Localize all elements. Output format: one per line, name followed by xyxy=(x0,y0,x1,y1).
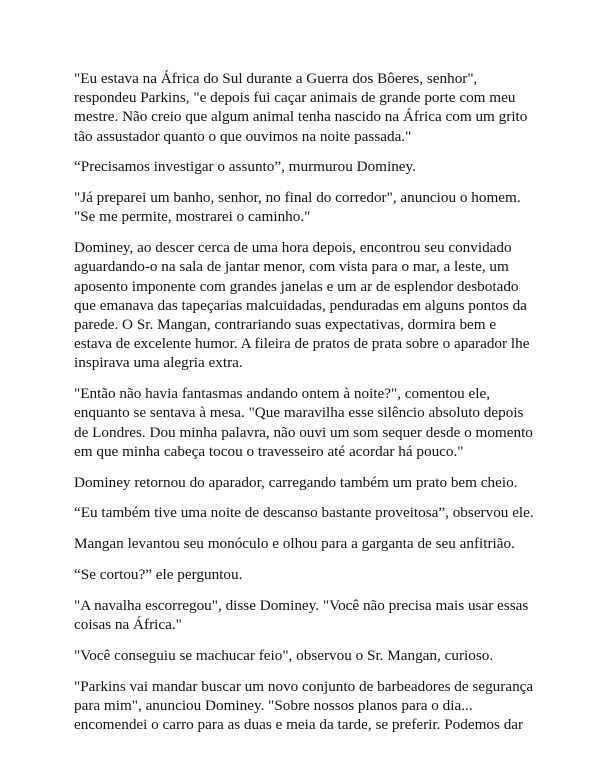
paragraph-1: "Eu estava na África do Sul durante a Guerra dos Bôeres, senhor", respondeu Parkins, "e depois fui caçar animais de grande porte com meu mestre. Não creio que algum animal tenha nascido na África com um grito tão assustador quanto o que ouvimos na noite passada." xyxy=(74,70,528,145)
paragraph-12: "Parkins vai mandar buscar um novo conjunto de barbeadores de segurança para mim", anunciou Dominey. "Sobre nossos planos para o dia... encomendei o carro para as duas e meia da tarde, se preferir. Podemos dar xyxy=(74,677,534,734)
paragraph-9: “Se cortou?” ele perguntou. xyxy=(74,566,243,584)
document-page xyxy=(74,69,544,746)
paragraph-11: "Você conseguiu se machucar feio", observou o Sr. Mangan, curioso. xyxy=(74,646,494,664)
paragraph-3: "Já preparei um banho, senhor, no final do corredor", anunciou o homem. "Se me permite, mostrarei o caminho." xyxy=(74,189,521,226)
paragraph-8: Mangan levantou seu monóculo e olhou para a garganta de seu anfitrião. xyxy=(74,535,515,553)
paragraph-7: “Eu também tive uma noite de descanso bastante proveitosa”, observou ele. xyxy=(74,504,534,522)
paragraph-4: Dominey, ao descer cerca de uma hora depois, encontrou seu convidado aguardando-o na sala de jantar menor, com vista para o mar, a leste, um aposento imponente com grandes janelas e um ar de esplendor desbotado que emanava das tapeçarias malcuidadas, penduradas em alguns pontos da parede. O Sr. Mangan, contrariando suas expectativas, dormira bem e estava de excelente humor. A fileira de pratos de prata sobre o aparador lhe inspirava uma alegria extra. xyxy=(74,239,530,372)
paragraph-6: Dominey retornou do aparador, carregando também um prato bem cheio. xyxy=(74,473,518,491)
paragraph-10: "A navalha escorregou", disse Dominey. "Você não precisa mais usar essas coisas na África." xyxy=(74,596,529,634)
paragraph-5: "Então não havia fantasmas andando ontem à noite?", comentou ele, enquanto se sentava à mesa. "Que maravilha esse silêncio absoluto depois de Londres. Dou minha palavra, não ouvi um som sequer desde o momento em que minha cabeça tocou o travesseiro até acordar há pouco." xyxy=(74,385,533,460)
paragraph-2: “Precisamos investigar o assunto”, murmurou Dominey. xyxy=(74,158,416,176)
